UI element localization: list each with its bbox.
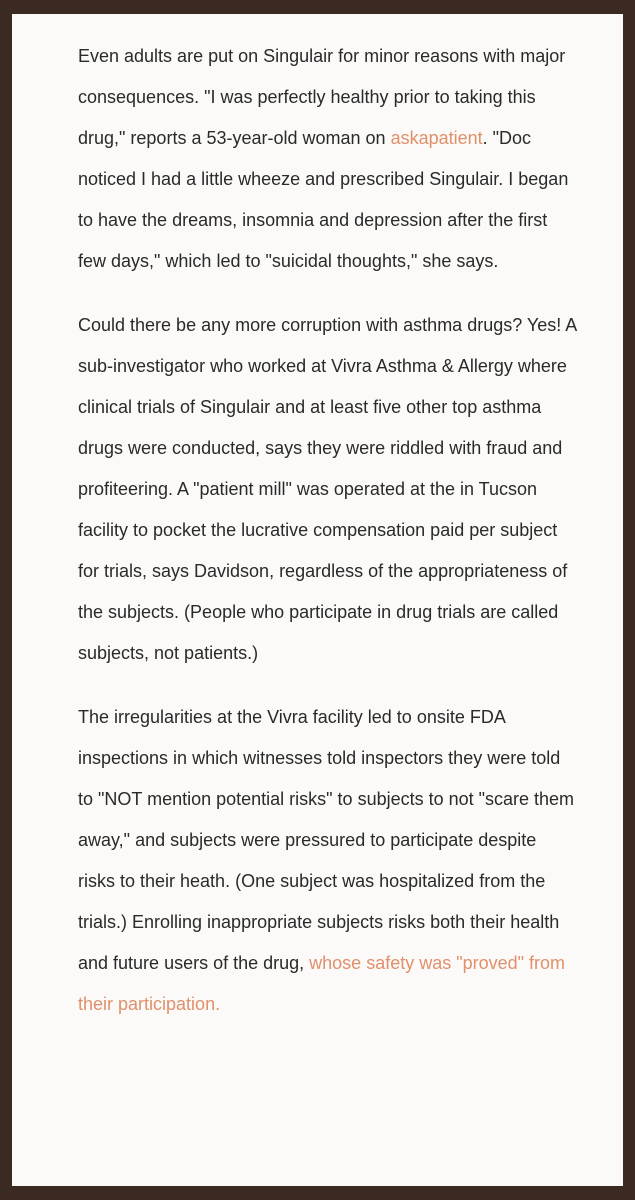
bottom-fade xyxy=(12,1146,623,1186)
article-page xyxy=(12,14,623,1186)
article-body xyxy=(78,36,578,1048)
paragraph-1-text-before: Even adults are put on Singulair for minor reasons with major consequences. "I was perfectly healthy prior to taking this drug," reports a 53-year-old woman on xyxy=(78,46,566,148)
paragraph-3-text-before: The irregularities at the Vivra facility led to onsite FDA inspections in which witnesses told inspectors they were told to "NOT mention potential risks" to subjects to not "scare them away," and subjects were pressured to participate despite risks to their heath. (One subject was hospitalized from the trials.) Enrolling inappropriate subjects risks both their health and future users of the drug, xyxy=(78,707,575,973)
askapatient-link[interactable]: askapatient xyxy=(390,128,483,148)
paragraph-3 xyxy=(78,697,578,1025)
paragraph-1-text-after: . "Doc noticed I had a little wheeze and prescribed Singulair. I began to have the dreams, insomnia and depression after the first few days," which led to "suicidal thoughts," she says. xyxy=(78,128,569,271)
paragraph-2 xyxy=(78,305,578,674)
paragraph-2-text: Could there be any more corruption with asthma drugs? Yes! A sub-investigator who worked at Vivra Asthma & Allergy where clinical trials of Singulair and at least five other top asthma drugs were conducted, says they were riddled with fraud and profiteering. A "patient mill" was operated at the in Tucson facility to pocket the lucrative compensation paid per subject for trials, says Davidson, regardless of the appropriateness of the subjects. (People who participate in drug trials are called subjects, not patients.) xyxy=(78,315,577,663)
safety-proved-link[interactable]: whose safety was "proved" from their participation. xyxy=(78,953,566,1014)
paragraph-1 xyxy=(78,36,578,282)
